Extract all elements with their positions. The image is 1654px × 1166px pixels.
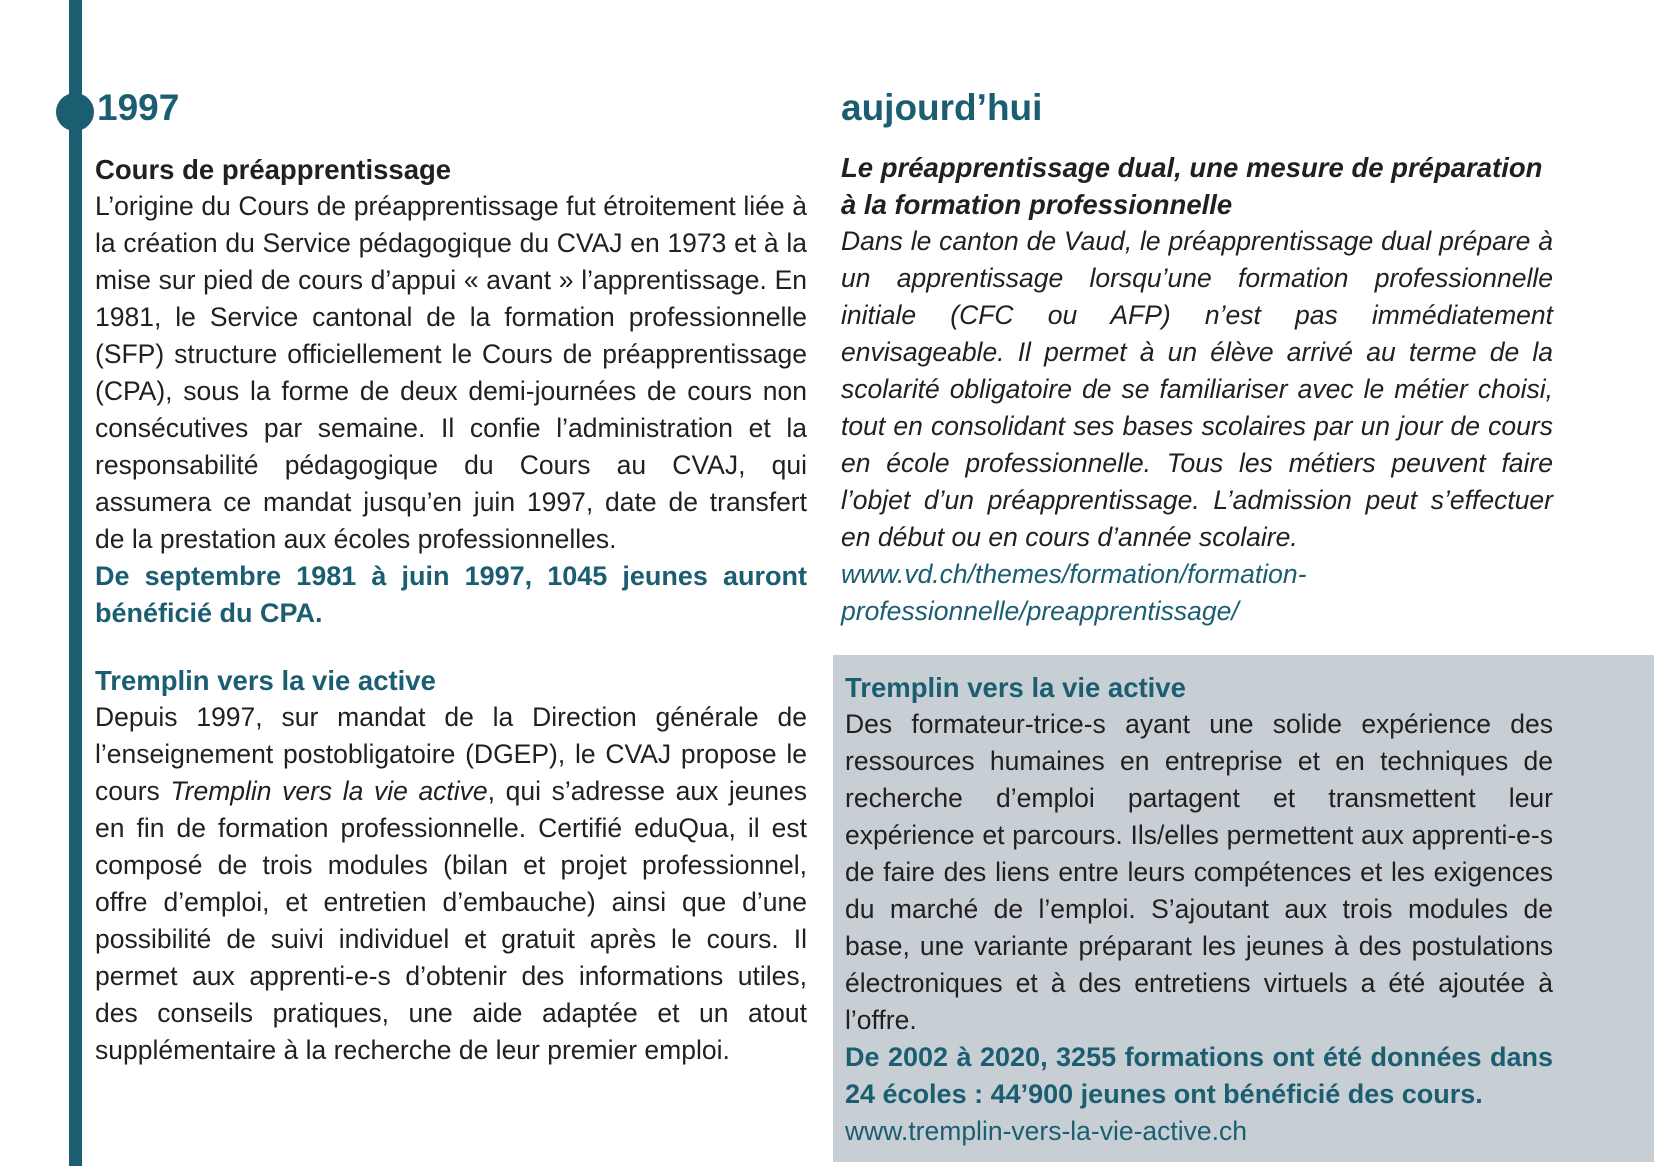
info-box-heading-tremplin: Tremplin vers la vie active: [845, 672, 1186, 703]
section-heading-tremplin-left: Tremplin vers la vie active: [95, 665, 436, 696]
today-heading: aujourd’hui: [841, 87, 1043, 128]
info-box-body: Des formateur-trice-s ayant une solide expérience des ressources humaines en entreprise et en techniques de recherche d’emploi partagent et transmettent leur expérience et parcours. Ils/elles permettent aux apprenti-e-s de faire des liens entre leurs compétences et les exigences du marché de l’emploi. S’ajoutant aux trois modules de base, une variante préparant les jeunes à des postulations électroniques et à des entretiens virtuels a été ajoutée à l’offre.: [845, 709, 1553, 1035]
section-body-cours: L’origine du Cours de préapprentissage fut étroitement liée à la création du Service pédagogique du CVAJ en 1973 et à la mise sur pied de cours d’appui « avant » l’apprentissage. En 1981, le Service cantonal de la formation professionnelle (SFP) structure officiellement le Cours de préapprentissage (CPA), sous la forme de deux demi-journées de cours non consécutives par semaine. Il confie l’administration et la responsabilité pédagogique du Cours au CVAJ, qui assumera ce mandat jusqu’en juin 1997, date de transfert de la prestation aux écoles professionnelles.: [95, 191, 807, 554]
timeline-bar: [69, 0, 82, 1166]
left-column: [95, 151, 807, 1069]
tremplin-course-name: Tremplin vers la vie active: [170, 776, 488, 806]
section-heading-cours: Cours de préapprentissage: [95, 154, 452, 185]
preapprentissage-dual-body: Dans le canton de Vaud, le préapprentissage dual prépare à un apprentissage lorsqu’une formation professionnelle initiale (CFC ou AFP) n’est pas immédiatement envisageable. Il permet à un élève arrivé au terme de la scolarité obligatoire de se familiariser avec le métier choisi, tout en consolidant ses bases scolaires par un jour de cours en école professionnelle. Tous les métiers peuvent faire l’objet d’un préapprentissage. L’admission peut s’effectuer en début ou en cours d’année scolaire.: [841, 226, 1553, 552]
preapprentissage-dual-subtitle: Le préapprentissage dual, une mesure de préparation à la formation professionnelle: [841, 152, 1543, 220]
tremplin-info-box: [833, 655, 1654, 1162]
section-cours-preapprentissage: [95, 151, 807, 632]
section-body-tremplin-left: [95, 699, 807, 1069]
tremplin-body-after: , qui s’adresse aux jeunes en fin de formation professionnelle. Certifié eduQua, il est composé de trois modules (bilan et projet professionnel, offre d’emploi, et entretien d’embauche) ainsi que d’une possibilité de suivi individuel et gratuit après le cours. Il permet aux apprenti-e-s d’obtenir des informations utiles, des conseils pratiques, une aide adaptée et un atout supplémentaire à la recherche de leur premier emploi.: [95, 776, 807, 1065]
tremplin-info-box-content: [833, 655, 1654, 1150]
highlight-cpa-stats: De septembre 1981 à juin 1997, 1045 jeunes auront bénéficié du CPA.: [95, 561, 807, 628]
section-tremplin-left: [95, 662, 807, 1069]
vd-ch-link[interactable]: www.vd.ch/themes/formation/formation-professionnelle/preapprentissage/: [841, 559, 1307, 626]
tremplin-body-before: Depuis 1997, sur mandat de la Direction générale de l’enseignement postobligatoire (DGEP), le CVAJ propose le cours: [95, 702, 807, 806]
info-box-highlight-stats: De 2002 à 2020, 3255 formations ont été données dans 24 écoles : 44’900 jeunes ont bénéficié des cours.: [845, 1042, 1553, 1109]
timeline-dot-icon: [56, 93, 94, 131]
year-heading: 1997: [97, 87, 180, 128]
tremplin-website-link[interactable]: www.tremplin-vers-la-vie-active.ch: [845, 1116, 1248, 1146]
right-column: [841, 149, 1553, 630]
